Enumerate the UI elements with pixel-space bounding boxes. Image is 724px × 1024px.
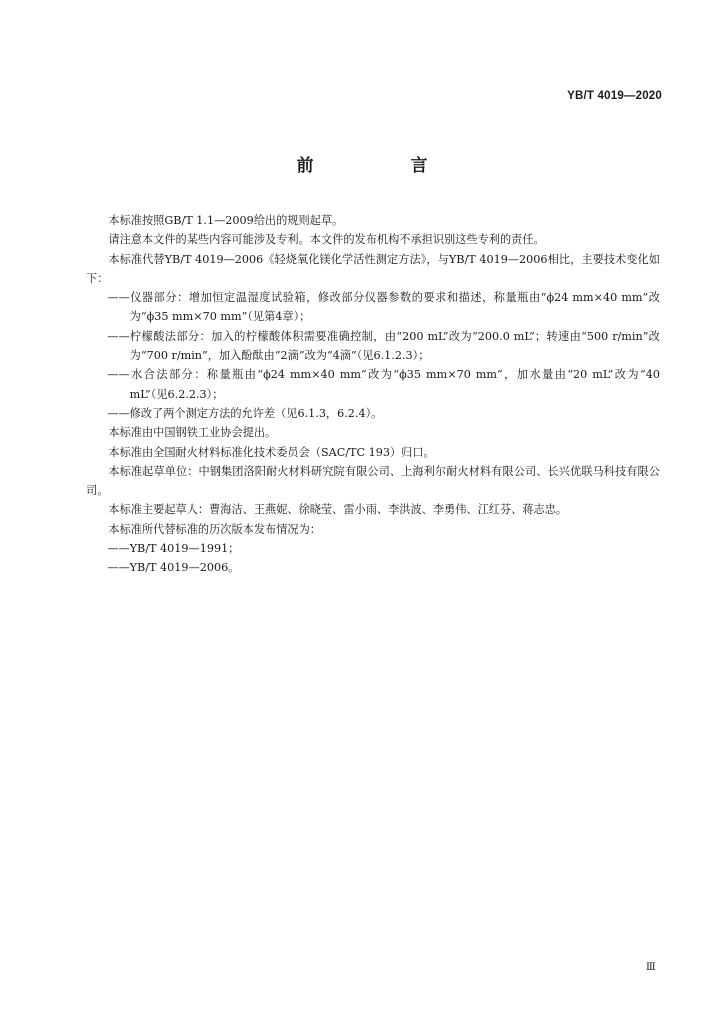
change-item-instruments: ——仪器部分：增加恒定温湿度试验箱，修改部分仪器参数的要求和描述，称量瓶由“ϕ24 mm×40 mm”改为“ϕ35 mm×70 mm”（见第4章）； <box>107 291 660 324</box>
page-title: 前 言 <box>296 156 468 176</box>
history-item-1991: ——YB/T 4019—1991； <box>107 542 240 556</box>
statement-drafters: 本标准主要起草人：曹海洁、王燕妮、徐晓莹、雷小雨、李洪波、李勇伟、江红芬、蒋志忠。 <box>108 503 568 517</box>
standard-code: YB/T 4019—2020 <box>567 90 662 102</box>
statement-drafting-units: 本标准起草单位：中钢集团洛阳耐火材料研究院有限公司、上海利尔耐火材料有限公司、长兴优联马科技有限公司。 <box>86 464 660 498</box>
change-item-hydration-method: ——水合法部分：称量瓶由“ϕ24 mm×40 mm”改为“ϕ35 mm×70 mm”，加水量由“20 mL”改为“40 mL”（见6.2.2.3）； <box>107 368 660 401</box>
statement-history-intro: 本标准所代替标准的历次版本发布情况为： <box>108 522 321 536</box>
foreword-body <box>86 211 660 578</box>
change-item-citric-acid-method: ——柠檬酸法部分：加入的柠檬酸体积需要准确控制，由“200 mL”改为“200.0 mL”；转速由“500 r/min”改为“700 r/min”，加入酚酞由“2滴”改为“4滴”（见6.1.2.3）； <box>107 329 660 363</box>
statement-centralized-by: 本标准由全国耐火材料标准化技术委员会（SAC/TC 193）归口。 <box>108 445 435 459</box>
paragraph-drafting-rules: 本标准按照GB/T 1.1—2009给出的规则起草。 <box>108 214 344 227</box>
paragraph-patent-notice: 请注意本文件的某些内容可能涉及专利。本文件的发布机构不承担识别这些专利的责任。 <box>108 233 545 247</box>
statement-proposed-by: 本标准由中国钢铁工业协会提出。 <box>108 426 277 440</box>
change-item-tolerance: ——修改了两个测定方法的允许差（见6.1.3，6.2.4）。 <box>107 406 383 420</box>
history-item-2006: ——YB/T 4019—2006。 <box>107 561 240 575</box>
page-number: Ⅲ <box>646 962 656 973</box>
paragraph-replacement: 本标准代替YB/T 4019—2006《轻烧氧化镁化学活性测定方法》，与YB/T 4019—2006相比，主要技术变化如下： <box>86 252 660 285</box>
